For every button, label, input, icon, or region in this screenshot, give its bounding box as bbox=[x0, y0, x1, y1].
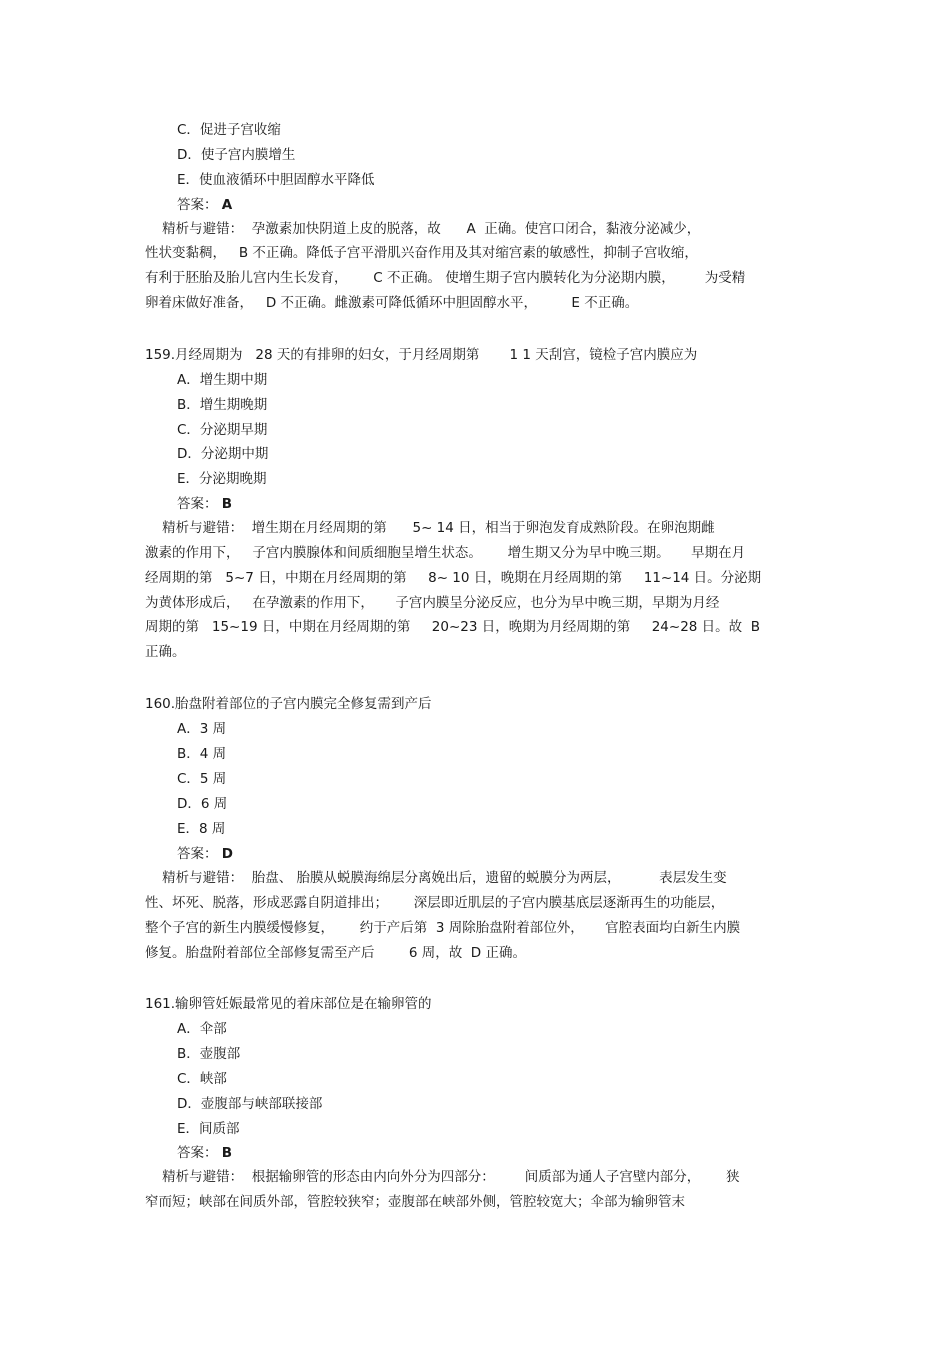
answer-line bbox=[177, 494, 232, 514]
option-b: B．增生期晚期 bbox=[177, 397, 268, 413]
answer-value: B bbox=[221, 1145, 233, 1161]
analysis-line: 整个子宫的新生内膜缓慢修复， 约于产后第 3 周除胎盘附着部位外， 官腔表面均白新生内膜 bbox=[145, 920, 741, 936]
answer-line bbox=[177, 844, 233, 864]
analysis-line: 有利于胚胎及胎儿宫内生长发育， C 不正确。 使增生期子宫内膜转化为分泌期内膜， 为受精 bbox=[145, 270, 746, 286]
analysis-line: 激素的作用下， 子宫内膜腺体和间质细胞呈增生状态。 增生期又分为早中晚三期。 早期在月 bbox=[145, 545, 746, 561]
answer-value: D bbox=[221, 846, 234, 862]
option-b: B．4 周 bbox=[177, 746, 227, 762]
analysis-line: 为黄体形成后， 在孕激素的作用下， 子宫内膜呈分泌反应，也分为早中晚三期，早期为月经 bbox=[145, 595, 720, 611]
option-c: C．促进子宫收缩 bbox=[177, 122, 281, 138]
option-c: C．峡部 bbox=[177, 1071, 227, 1087]
answer-label: 答案： bbox=[177, 1145, 218, 1161]
option-d: D．6 周 bbox=[177, 796, 228, 812]
question-stem: 159.月经周期为 28 天的有排卵的妇女，于月经周期第 1 1 天刮宫，镜检子宫内膜应为 bbox=[145, 347, 698, 363]
answer-value: A bbox=[221, 197, 233, 213]
answer-line bbox=[177, 1143, 232, 1163]
analysis-line: 精析与避错： 增生期在月经周期的第 5~ 14 日，相当于卵泡发育成熟阶段。在卵泡期雌 bbox=[145, 520, 715, 536]
analysis-line: 精析与避错： 胎盘、 胎膜从蜕膜海绵层分离娩出后，遗留的蜕膜分为两层， 表层发生变 bbox=[145, 870, 727, 886]
analysis-line: 窄而短；峡部在间质外部，管腔较狭窄；壶腹部在峡部外侧，管腔较宽大；伞部为输卵管末 bbox=[145, 1194, 685, 1210]
option-e: E．使血液循环中胆固醇水平降低 bbox=[177, 172, 375, 188]
analysis-line: 精析与避错： 孕激素加快阴道上皮的脱落，故 A 正确。使宫口闭合，黏液分泌减少， bbox=[145, 221, 701, 237]
option-a: A．3 周 bbox=[177, 721, 227, 737]
answer-label: 答案： bbox=[177, 197, 218, 213]
answer-label: 答案： bbox=[177, 496, 218, 512]
analysis-line: 性、坏死、脱落，形成恶露自阴道排出； 深层即近肌层的子宫内膜基底层逐渐再生的功能层， bbox=[145, 895, 725, 911]
option-d: D．使子宫内膜增生 bbox=[177, 147, 296, 163]
answer-value: B bbox=[221, 496, 233, 512]
option-b: B．壶腹部 bbox=[177, 1046, 241, 1062]
answer-line bbox=[177, 195, 232, 215]
analysis-line: 周期的第 15~19 日，中期在月经周期的第 20~23 日，晚期为月经周期的第 24~28 日。故 B bbox=[145, 619, 761, 635]
question-stem: 160.胎盘附着部位的子宫内膜完全修复需到产后 bbox=[145, 696, 432, 712]
option-d: D．分泌期中期 bbox=[177, 446, 269, 462]
option-a: A．伞部 bbox=[177, 1021, 227, 1037]
analysis-line: 经周期的第 5~7 日，中期在月经周期的第 8~ 10 日，晚期在月经周期的第 11~14 日。分泌期 bbox=[145, 570, 762, 586]
analysis-line: 卵着床做好准备， D 不正确。雌激素可降低循环中胆固醇水平， E 不正确。 bbox=[145, 295, 639, 311]
question-stem: 161.输卵管妊娠最常见的着床部位是在输卵管的 bbox=[145, 996, 432, 1012]
option-e: E．分泌期晚期 bbox=[177, 471, 267, 487]
option-a: A．增生期中期 bbox=[177, 372, 268, 388]
option-d: D．壶腹部与峡部联接部 bbox=[177, 1096, 323, 1112]
option-c: C．5 周 bbox=[177, 771, 227, 787]
analysis-line: 正确。 bbox=[145, 644, 186, 660]
analysis-line: 性状变黏稠， B 不正确。降低子宫平滑肌兴奋作用及其对缩宫素的敏感性，抑制子宫收缩， bbox=[145, 245, 698, 261]
analysis-line: 修复。胎盘附着部位全部修复需至产后 6 周，故 D 正确。 bbox=[145, 945, 526, 961]
option-e: E．8 周 bbox=[177, 821, 226, 837]
option-c: C．分泌期早期 bbox=[177, 422, 268, 438]
option-e: E．间质部 bbox=[177, 1121, 240, 1137]
answer-label: 答案： bbox=[177, 846, 218, 862]
analysis-line: 精析与避错： 根据输卵管的形态由内向外分为四部分： 间质部为通人子宫壁内部分， 狭 bbox=[145, 1169, 740, 1185]
